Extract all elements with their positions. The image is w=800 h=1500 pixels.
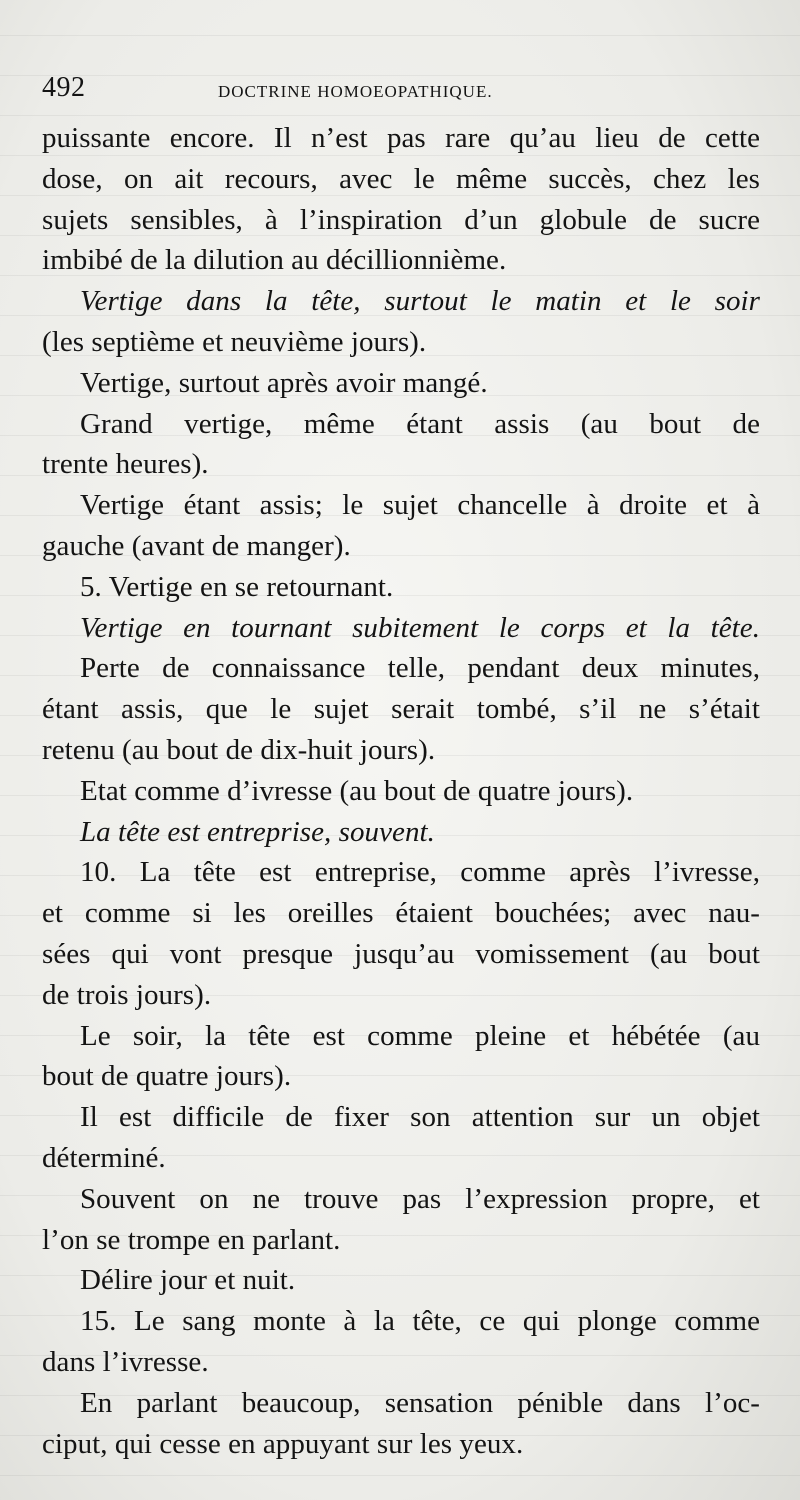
text-line: Il est difficile de fixer son attention sur un objet: [80, 1101, 760, 1134]
text-line: 10. La tête est entreprise, comme après l’ivresse,: [80, 856, 760, 889]
text-line: ciput, qui cesse en appuyant sur les yeux.: [42, 1427, 524, 1460]
text-line: l’on se trompe en parlant.: [42, 1223, 341, 1256]
page-header: [42, 72, 762, 108]
text-line: bout de quatre jours).: [42, 1060, 292, 1093]
page-number: 492: [42, 72, 86, 103]
text-line: Perte de connaissance telle, pendant deux minutes,: [80, 652, 760, 685]
text-line: Vertige étant assis; le sujet chancelle à droite et à: [80, 489, 760, 522]
text-line: puissante encore. Il n’est pas rare qu’au lieu de cette: [42, 122, 760, 154]
text-line: retenu (au bout de dix-huit jours).: [42, 733, 436, 766]
text-line: La tête est entreprise, souvent.: [80, 815, 435, 848]
text-line: (les septième et neuvième jours).: [42, 325, 427, 358]
text-line: imbibé de la dilution au décillionnième.: [42, 244, 507, 277]
text-line: Grand vertige, même étant assis (au bout de: [80, 407, 760, 440]
text-line: trente heures).: [42, 448, 209, 481]
text-line: sujets sensibles, à l’inspiration d’un globule de sucre: [42, 203, 760, 236]
text-line: gauche (avant de manger).: [42, 529, 351, 562]
text-line: de trois jours).: [42, 978, 212, 1011]
text-line: sées qui vont presque jusqu’au vomissement (au bout: [42, 937, 760, 970]
running-head: DOCTRINE HOMOEOPATHIQUE.: [218, 82, 493, 101]
text-line: 5. Vertige en se retournant.: [80, 570, 394, 603]
text-line: Etat comme d’ivresse (au bout de quatre jours).: [80, 774, 634, 807]
body-text: [42, 118, 760, 1464]
text-line: Vertige en tournant subitement le corps et la tête.: [80, 611, 760, 644]
text-line: 15. Le sang monte à la tête, ce qui plonge comme: [80, 1305, 760, 1338]
text-line: Vertige dans la tête, surtout le matin et le soir: [80, 285, 760, 318]
text-line: dose, on ait recours, avec le même succès, chez les: [42, 162, 760, 195]
text-line: Délire jour et nuit.: [80, 1264, 296, 1297]
text-line: étant assis, que le sujet serait tombé, s’il ne s’était: [42, 693, 760, 726]
text-line: et comme si les oreilles étaient bouchées; avec nau-: [42, 897, 760, 930]
text-line: Vertige, surtout après avoir mangé.: [80, 366, 488, 399]
text-line: dans l’ivresse.: [42, 1345, 209, 1378]
text-line: Le soir, la tête est comme pleine et hébétée (au: [80, 1019, 760, 1052]
text-line: Souvent on ne trouve pas l’expression propre, et: [80, 1182, 760, 1215]
text-line: déterminé.: [42, 1141, 166, 1174]
text-line: En parlant beaucoup, sensation pénible dans l’oc-: [80, 1386, 760, 1419]
